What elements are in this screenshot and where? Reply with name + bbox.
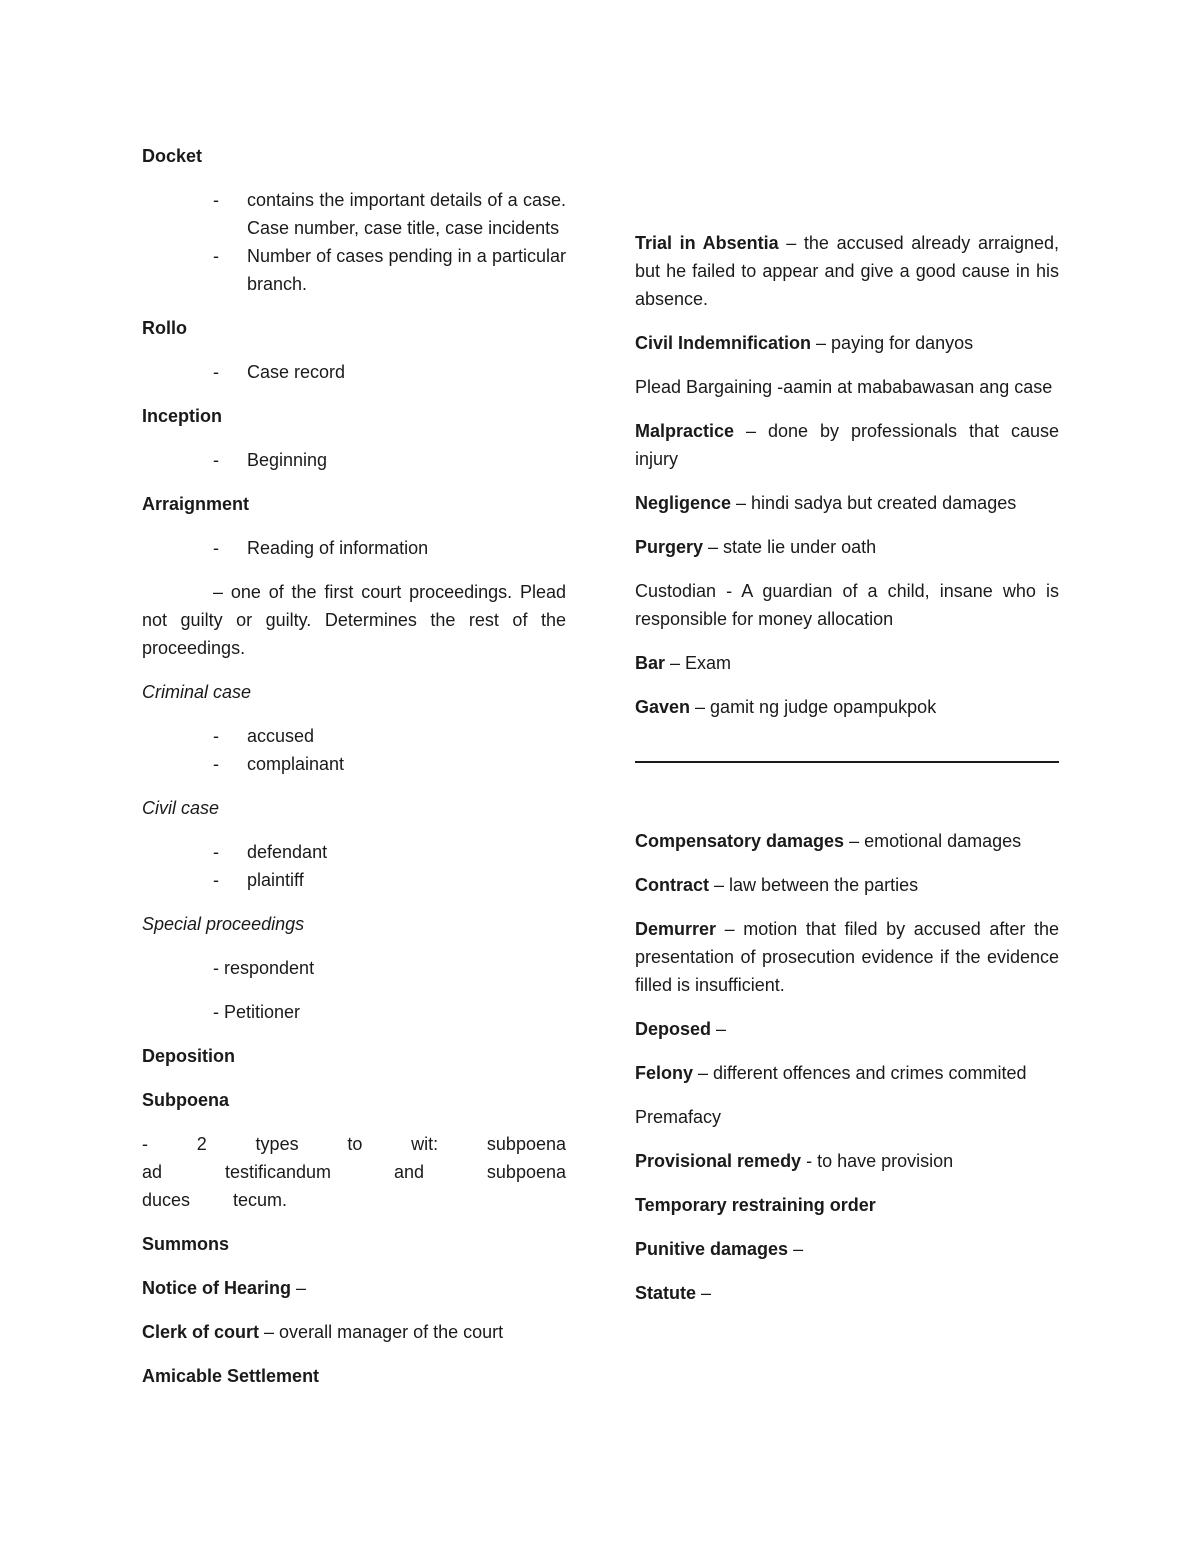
glossary-entry xyxy=(635,693,1059,721)
glossary-entry xyxy=(635,489,1059,517)
list-item: - defendant xyxy=(142,838,566,866)
definition: – xyxy=(711,1019,727,1039)
entry-clerk-of-court xyxy=(142,1318,566,1346)
list-item: - Reading of information xyxy=(142,534,566,562)
glossary-entry xyxy=(635,417,1059,473)
heading-amicable-settlement: Amicable Settlement xyxy=(142,1366,320,1386)
special-proceedings-line: - Petitioner xyxy=(213,1002,301,1022)
glossary-entry xyxy=(635,1147,1059,1175)
entry-notice-of-hearing xyxy=(142,1274,566,1302)
definition: – Exam xyxy=(665,653,732,673)
term: Punitive damages xyxy=(635,1239,789,1259)
heading-docket: Docket xyxy=(142,146,203,166)
inception-list xyxy=(142,446,566,474)
definition: Custodian - A guardian of a child, insane who is responsible for money allocation xyxy=(635,581,1059,629)
criminal-case-list xyxy=(142,722,566,778)
term: Purgery xyxy=(635,537,704,557)
term: Bar xyxy=(635,653,666,673)
list-item: - Number of cases pending in a particular branch. xyxy=(142,242,566,298)
definition: – xyxy=(696,1283,712,1303)
glossary-entry xyxy=(635,649,1059,677)
glossary-entry xyxy=(635,1059,1059,1087)
definition: – different offences and crimes commited xyxy=(693,1063,1027,1083)
glossary-entry xyxy=(635,871,1059,899)
definition: – hindi sadya but created damages xyxy=(731,493,1017,513)
heading-special-proceedings: Special proceedings xyxy=(142,914,305,934)
glossary-entry xyxy=(635,1103,1059,1131)
glossary-entry xyxy=(635,329,1059,357)
definition: – the accused already arraigned, but he failed to appear and give a good cause in his absence. xyxy=(635,233,1059,309)
definition: – xyxy=(788,1239,804,1259)
term: Statute xyxy=(635,1283,697,1303)
section-divider xyxy=(635,761,1059,763)
glossary-entry xyxy=(635,1015,1059,1043)
definition: – done by professionals that cause injury xyxy=(635,421,1059,469)
heading-summons: Summons xyxy=(142,1234,230,1254)
term: Trial in Absentia xyxy=(635,233,779,253)
heading-inception: Inception xyxy=(142,406,222,426)
glossary-entry xyxy=(635,1279,1059,1307)
definition: – motion that filed by accused after the presentation of prosecution evidence if the evidence filled is insufficient. xyxy=(635,919,1059,995)
arraignment-list xyxy=(142,534,566,562)
definition: – overall manager of the court xyxy=(259,1322,504,1342)
heading-deposition: Deposition xyxy=(142,1046,235,1066)
term: Compensatory damages xyxy=(635,831,845,851)
arraignment-note: – one of the first court proceedings. Plead not guilty or guilty. Determines the rest of the proceedings. xyxy=(142,582,566,658)
term: Notice of Hearing xyxy=(142,1278,292,1298)
glossary-entry xyxy=(635,915,1059,999)
term: Civil Indemnification xyxy=(635,333,812,353)
definition: Plead Bargaining -aamin at mababawasan ang case xyxy=(635,377,1053,397)
glossary-entry xyxy=(635,373,1059,401)
list-item: - plaintiff xyxy=(142,866,566,894)
heading-civil-case: Civil case xyxy=(142,798,220,818)
heading-rollo: Rollo xyxy=(142,318,187,338)
glossary-entry xyxy=(635,1191,1059,1219)
term: Contract xyxy=(635,875,710,895)
definition: - to have provision xyxy=(801,1151,954,1171)
docket-list xyxy=(142,186,566,298)
heading-criminal-case: Criminal case xyxy=(142,682,252,702)
glossary-entry xyxy=(635,577,1059,633)
heading-subpoena: Subpoena xyxy=(142,1090,230,1110)
list-item: - complainant xyxy=(142,750,566,778)
subpoena-text: - 2 types to wit: subpoena ad testificandum and subpoena duces tecum. xyxy=(142,1134,566,1210)
term: Demurrer xyxy=(635,919,717,939)
term: Negligence xyxy=(635,493,732,513)
term: Clerk of court xyxy=(142,1322,260,1342)
definition: – state lie under oath xyxy=(703,537,877,557)
definition: – xyxy=(291,1278,307,1298)
glossary-entry xyxy=(635,229,1059,313)
bottom-entries xyxy=(635,827,1059,1307)
list-item: - Case record xyxy=(142,358,566,386)
special-proceedings-line: - respondent xyxy=(213,958,315,978)
heading-arraignment: Arraignment xyxy=(142,494,250,514)
term: Felony xyxy=(635,1063,694,1083)
glossary-entry xyxy=(635,827,1059,855)
definition: – law between the parties xyxy=(709,875,919,895)
rollo-list xyxy=(142,358,566,386)
list-item: - contains the important details of a case. Case number, case title, case incidents xyxy=(142,186,566,242)
list-item: - Beginning xyxy=(142,446,566,474)
top-entries xyxy=(635,229,1059,721)
right-column xyxy=(635,229,1059,1323)
definition: Premafacy xyxy=(635,1107,722,1127)
term: Gaven xyxy=(635,697,691,717)
definition: – emotional damages xyxy=(844,831,1022,851)
civil-case-list xyxy=(142,838,566,894)
term: Temporary restraining order xyxy=(635,1195,876,1215)
term: Provisional remedy xyxy=(635,1151,802,1171)
term: Deposed xyxy=(635,1019,712,1039)
list-item: - accused xyxy=(142,722,566,750)
term: Malpractice xyxy=(635,421,735,441)
glossary-entry xyxy=(635,1235,1059,1263)
definition: – paying for danyos xyxy=(811,333,974,353)
glossary-entry xyxy=(635,533,1059,561)
left-column xyxy=(142,142,566,1406)
definition: – gamit ng judge opampukpok xyxy=(690,697,937,717)
